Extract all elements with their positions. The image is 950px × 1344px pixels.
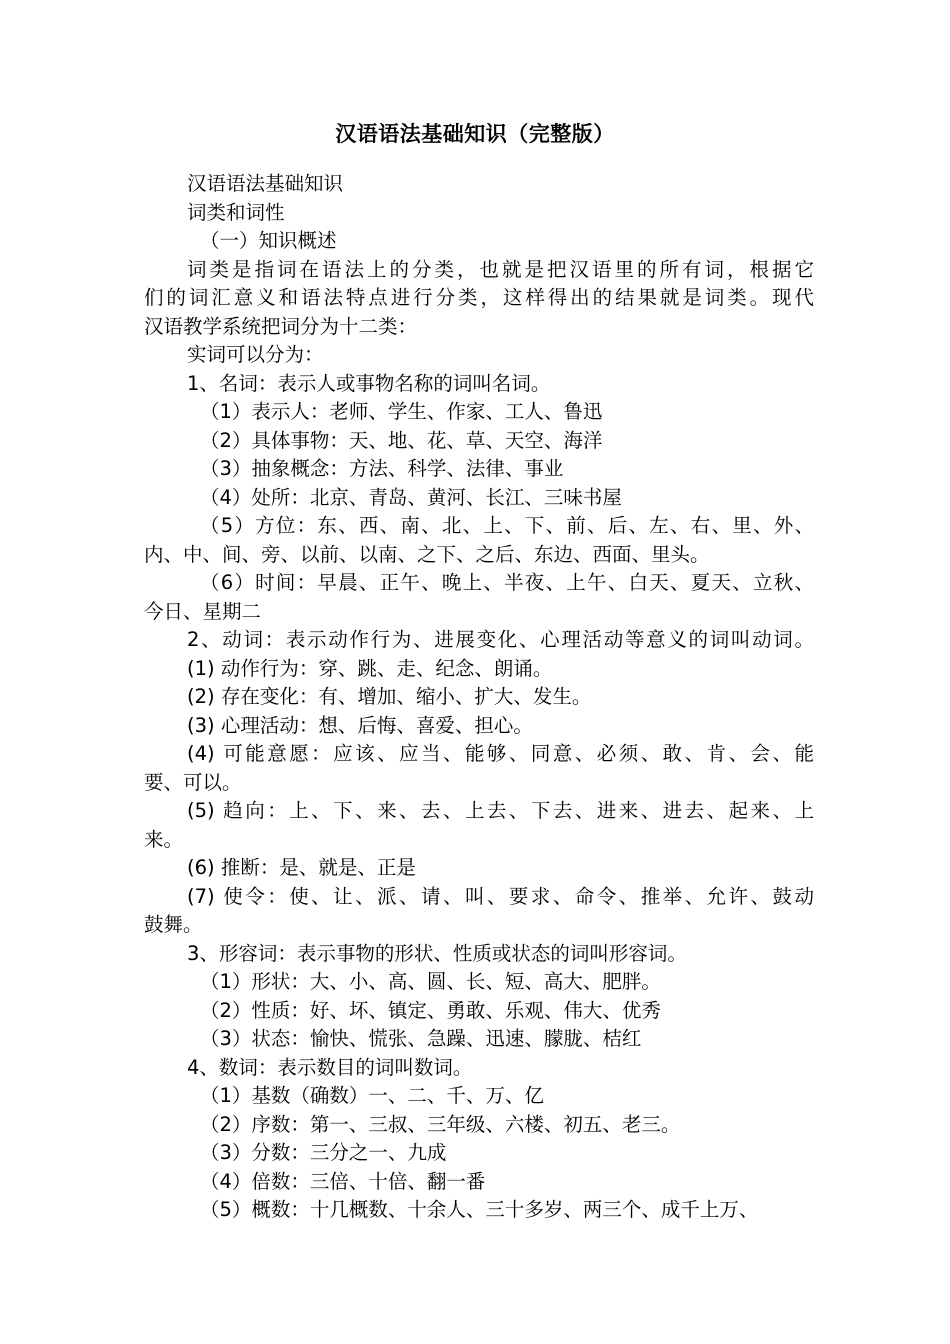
body-line: （1）基数（确数）一、二、千、万、亿: [200, 1084, 544, 1107]
body-line: 3、形容词：表示事物的形状、性质或状态的词叫形容词。: [187, 941, 687, 965]
body-line: （3）抽象概念：方法、科学、法律、事业: [200, 457, 564, 480]
body-line: 来。: [144, 827, 184, 851]
body-line: 内、中、间、旁、以前、以南、之下、之后、东边、西面、里头。: [144, 542, 710, 566]
body-line: 鼓舞。: [144, 913, 203, 936]
body-line-section: （一）知识概述: [200, 229, 337, 252]
body-line: (4) 可能意愿：应该、应当、能够、同意、必须、敢、肯、会、能: [187, 742, 814, 765]
body-line: （4）倍数：三倍、十倍、翻一番: [200, 1169, 486, 1193]
body-line: 1、名词：表示人或事物名称的词叫名词。: [187, 371, 551, 395]
body-line: (7) 使令：使、让、派、请、叫、要求、命令、推举、允许、鼓动: [187, 884, 814, 908]
body-line: （2）性质：好、坏、镇定、勇敢、乐观、伟大、优秀: [200, 998, 661, 1022]
body-line-heading: 汉语语法基础知识: [187, 172, 344, 195]
body-line: 汉语教学系统把词分为十二类：: [144, 314, 418, 338]
body-line: （2）具体事物：天、地、花、草、天空、海洋: [200, 428, 603, 452]
body-line: （3）状态：愉快、慌张、急躁、迅速、朦胧、桔红: [200, 1027, 642, 1050]
body-line: （1）表示人：老师、学生、作家、工人、鲁迅: [200, 400, 603, 423]
body-line: (5) 趋向：上、下、来、去、上去、下去、进来、进去、起来、上: [187, 799, 814, 822]
body-line: 词类是指词在语法上的分类，也就是把汉语里的所有词，根据它: [187, 257, 814, 281]
body-line: 2、动词：表示动作行为、进展变化、心理活动等意义的词叫动词。: [187, 628, 814, 651]
body-line: （2）序数：第一、三叔、三年级、六楼、初五、老三。: [200, 1112, 681, 1136]
body-line: 4、数词：表示数目的词叫数词。: [187, 1055, 473, 1079]
body-line: （5）方位：东、西、南、北、上、下、前、后、左、右、里、外、: [200, 514, 814, 537]
body-line: （6）时间：早晨、正午、晚上、半夜、上午、白天、夏天、立秋、: [200, 571, 814, 594]
body-line: (2) 存在变化：有、增加、缩小、扩大、发生。: [187, 685, 592, 708]
body-line: (1) 动作行为：穿、跳、走、纪念、朗诵。: [187, 656, 553, 680]
body-line: 今日、星期二: [144, 599, 262, 623]
body-line: 实词可以分为：: [187, 343, 324, 366]
body-line: （3）分数：三分之一、九成: [200, 1141, 447, 1164]
body-line: (3) 心理活动：想、后悔、喜爱、担心。: [187, 713, 533, 737]
body-line: 要、可以。: [144, 770, 242, 794]
body-line-subheading: 词类和词性: [187, 200, 285, 224]
body-line: （5）概数：十几概数、十余人、三十多岁、两三个、成千上万、: [200, 1198, 759, 1221]
document-body: [144, 170, 814, 1225]
body-line: 们的词汇意义和语法特点进行分类，这样得出的结果就是词类。现代: [144, 286, 814, 309]
body-line: （4）处所：北京、青岛、黄河、长江、三味书屋: [200, 485, 622, 509]
body-line: （1）形状：大、小、高、圆、长、短、高大、肥胖。: [200, 970, 661, 993]
body-line: (6) 推断：是、就是、正是: [187, 856, 416, 879]
document-title: 汉语语法基础知识（完整版）: [335, 122, 615, 146]
